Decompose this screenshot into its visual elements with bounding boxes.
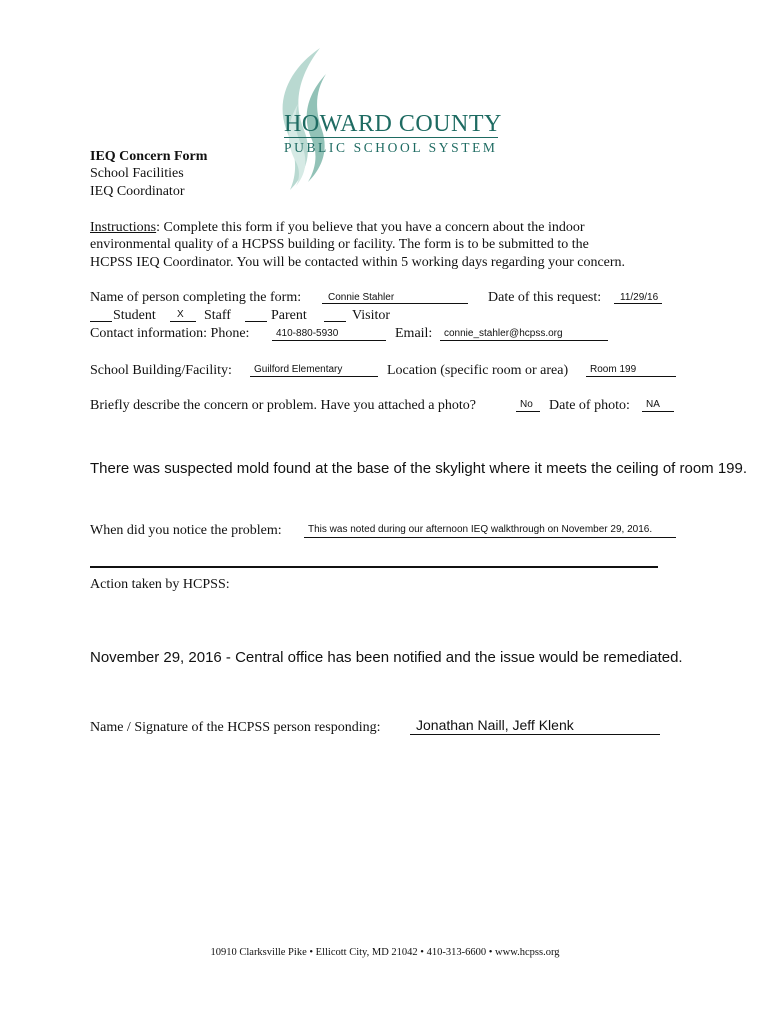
- instructions-label: Instructions: [90, 220, 157, 235]
- signature-field-line: [410, 734, 660, 735]
- footer-city: Ellicott City, MD 21042: [315, 947, 418, 958]
- form-subtitle-coordinator: IEQ Coordinator: [90, 184, 185, 199]
- describe-label: Briefly describe the concern or problem. Have you attached a photo?: [90, 398, 477, 413]
- student-label: Student: [113, 308, 156, 323]
- signature-field[interactable]: Jonathan Naill, Jeff Klenk: [416, 717, 574, 733]
- footer-website[interactable]: www.hcpss.org: [495, 947, 560, 958]
- visitor-checkbox[interactable]: [324, 321, 346, 322]
- name-field-line: [322, 303, 468, 304]
- parent-label: Parent: [271, 308, 307, 323]
- date-field-line: [614, 303, 662, 304]
- concern-description-field[interactable]: There was suspected mold found at the base of the skylight where it meets the ceiling of room 199.: [90, 460, 748, 477]
- logo-line-2: PUBLIC SCHOOL SYSTEM: [284, 140, 498, 155]
- footer-separator: •: [309, 947, 314, 958]
- staff-checkbox-line: [170, 321, 196, 322]
- phone-field-line: [272, 340, 386, 341]
- photo-attached-field[interactable]: No: [520, 399, 533, 410]
- noticed-field[interactable]: This was noted during our afternoon IEQ walkthrough on November 29, 2016.: [308, 524, 653, 535]
- email-field-line: [440, 340, 608, 341]
- instructions-line-2: environmental quality of a HCPSS building or facility. The form is to be submitted to the: [90, 237, 589, 252]
- visitor-label: Visitor: [352, 308, 391, 323]
- date-field[interactable]: 11/29/16: [620, 292, 659, 303]
- noticed-label: When did you notice the problem:: [90, 523, 282, 538]
- building-field-line: [250, 376, 378, 377]
- noticed-field-line: [304, 537, 676, 538]
- staff-label: Staff: [204, 308, 231, 323]
- email-field[interactable]: connie_stahler@hcpss.org: [444, 328, 563, 339]
- phone-field[interactable]: 410-880-5930: [276, 328, 339, 339]
- footer-address: 10910 Clarksville Pike: [210, 947, 307, 958]
- location-field-line: [586, 376, 676, 377]
- email-label: Email:: [395, 326, 433, 341]
- footer-separator: •: [488, 947, 493, 958]
- instructions-text-1: : Complete this form if you believe that you have a concern about the indoor: [156, 220, 585, 235]
- photo-date-field-line: [642, 411, 674, 412]
- building-label: School Building/Facility:: [90, 363, 232, 378]
- photo-field-line: [516, 411, 540, 412]
- footer-separator: •: [420, 947, 424, 958]
- location-field[interactable]: Room 199: [590, 364, 637, 375]
- student-checkbox[interactable]: [90, 321, 112, 322]
- instructions-line-3: HCPSS IEQ Coordinator. You will be contacted within 5 working days regarding your concern.: [90, 255, 626, 270]
- photo-date-label: Date of photo:: [549, 398, 630, 413]
- date-label: Date of this request:: [488, 290, 602, 305]
- name-label: Name of person completing the form:: [90, 290, 302, 305]
- location-label: Location (specific room or area): [387, 363, 569, 378]
- photo-date-field[interactable]: NA: [646, 399, 660, 410]
- staff-checkbox[interactable]: X: [177, 309, 184, 320]
- form-title: IEQ Concern Form: [90, 149, 208, 164]
- instructions-line-1: [90, 220, 585, 236]
- parent-checkbox[interactable]: [245, 321, 267, 322]
- logo-divider: [284, 137, 498, 138]
- section-divider: [90, 566, 658, 568]
- form-subtitle-facilities: School Facilities: [90, 166, 184, 181]
- name-field[interactable]: Connie Stahler: [328, 292, 395, 303]
- footer: [0, 947, 770, 958]
- footer-phone: 410-313-6600: [426, 947, 487, 958]
- building-field[interactable]: Guilford Elementary: [254, 364, 343, 375]
- action-taken-field[interactable]: November 29, 2016 - Central office has been notified and the issue would be remediated.: [90, 649, 683, 666]
- contact-phone-label: Contact information: Phone:: [90, 326, 250, 341]
- action-label: Action taken by HCPSS:: [90, 577, 230, 592]
- logo-line-1: HOWARD COUNTY: [284, 111, 502, 137]
- signature-label: Name / Signature of the HCPSS person responding:: [90, 720, 381, 735]
